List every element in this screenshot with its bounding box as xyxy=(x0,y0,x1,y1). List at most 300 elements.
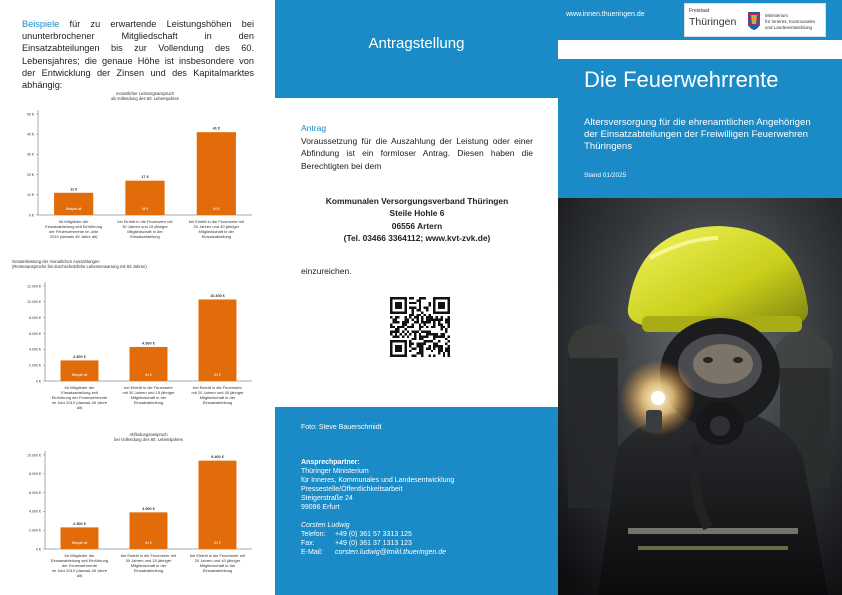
chart2-category-label: Mitgliedschaft in der xyxy=(199,563,236,568)
qr-module xyxy=(421,355,423,357)
qr-module xyxy=(419,338,421,340)
phone-value[interactable]: +49 (0) 361 57 3313 125 xyxy=(335,531,412,539)
qr-module xyxy=(440,350,442,352)
qr-module xyxy=(397,331,399,333)
qr-module xyxy=(448,347,450,349)
contact-phone-row xyxy=(301,531,541,540)
qr-module xyxy=(414,333,416,335)
logo-land: Thüringen xyxy=(689,16,737,28)
qr-module xyxy=(448,352,450,354)
qr-module xyxy=(436,345,438,347)
chart1-inner-label: 64 € xyxy=(214,373,221,377)
qr-module xyxy=(390,323,392,325)
qr-module xyxy=(404,321,406,323)
chart1-ytick-label: 4.000 € xyxy=(29,347,41,352)
qr-module xyxy=(424,307,426,309)
chart2-category-label: im Jahr 2010 (damals 45 Jahre xyxy=(51,568,108,573)
chart1-value-label: 4.300 € xyxy=(142,341,155,346)
qr-module xyxy=(414,355,416,357)
qr-module xyxy=(421,338,423,340)
qr-module xyxy=(416,316,418,318)
qr-module xyxy=(402,331,404,333)
qr-module xyxy=(419,352,421,354)
chart1-category-label: Einsatzabteilung xyxy=(133,400,164,405)
email-link[interactable]: corsten.ludwig@tmikl.thueringen.de xyxy=(335,549,446,557)
qr-module xyxy=(436,333,438,335)
chart1-value-label: 10.300 € xyxy=(210,293,225,298)
qr-module xyxy=(426,340,428,342)
qr-module xyxy=(440,345,442,347)
chart0-category-label: 20 Jahren und 40 jähriger xyxy=(193,224,240,229)
chart0-category-label: Mitgliedschaft in der xyxy=(198,229,235,234)
contact-email-row xyxy=(301,549,541,558)
qr-module xyxy=(416,345,418,347)
qr-module xyxy=(438,321,440,323)
qr-module xyxy=(440,333,442,335)
chart0-ytick-label: 50 € xyxy=(27,112,34,117)
qr-module xyxy=(433,326,435,328)
qr-module xyxy=(421,343,423,345)
qr-module xyxy=(416,299,418,301)
qr-module xyxy=(431,333,433,335)
chart1-bar xyxy=(199,299,237,381)
right-panel xyxy=(558,0,842,595)
chart-lumpsum-svg xyxy=(0,424,275,595)
qr-module xyxy=(397,328,399,330)
qr-module xyxy=(409,307,411,309)
chart0-ytick-label: 0 € xyxy=(29,213,34,218)
chart2-ytick-label: 0 € xyxy=(36,547,41,552)
qr-module xyxy=(409,316,411,318)
qr-module xyxy=(438,350,440,352)
qr-module xyxy=(416,331,418,333)
thueringen-logo xyxy=(684,3,826,37)
qr-module xyxy=(426,326,428,328)
qr-module xyxy=(440,335,442,337)
qr-module xyxy=(421,326,423,328)
qr-module xyxy=(412,307,414,309)
qr-code-icon[interactable] xyxy=(390,297,450,357)
qr-module xyxy=(440,316,442,318)
qr-module xyxy=(407,331,409,333)
qr-module xyxy=(395,319,397,321)
left-panel xyxy=(0,0,275,595)
chart2-ytick-label: 6.000 € xyxy=(29,490,41,495)
qr-module xyxy=(419,345,421,347)
qr-module xyxy=(395,316,397,318)
qr-module xyxy=(433,333,435,335)
qr-module xyxy=(433,347,435,349)
qr-module xyxy=(412,355,414,357)
qr-module xyxy=(390,316,392,318)
qr-module xyxy=(421,331,423,333)
qr-module xyxy=(419,323,421,325)
qr-module xyxy=(419,314,421,316)
qr-module xyxy=(421,347,423,349)
qr-module xyxy=(421,316,423,318)
intro-highlight: Beispiele xyxy=(22,19,60,29)
qr-module xyxy=(412,297,414,299)
antragstellung-header xyxy=(275,0,558,98)
qr-module xyxy=(421,321,423,323)
chart2-category-label: 20 Jahren und 40 jähriger xyxy=(194,558,241,563)
qr-module xyxy=(424,323,426,325)
chart2-category-label: Einsatzabteilung xyxy=(202,568,233,573)
qr-module xyxy=(431,316,433,318)
antrag-text: Voraussetzung für die Auszahlung der Leistung oder einer Abfindung ist ein formloser Antrag. Diesen haben die Berechtigten bei dem xyxy=(301,136,533,171)
chart1-category-label: Einsatzabteilung seit xyxy=(61,390,98,395)
chart2-inner-label: Beispiel alt xyxy=(71,541,88,545)
qr-module xyxy=(436,335,438,337)
qr-module xyxy=(419,343,421,345)
chart2-bar xyxy=(199,461,237,549)
qr-module xyxy=(412,347,414,349)
stand-date: Stand 01/2025 xyxy=(584,172,627,179)
qr-module xyxy=(445,331,447,333)
chart2-category-label: 30 Jahren und 15 jähriger xyxy=(125,558,172,563)
qr-module xyxy=(426,335,428,337)
chart0-bar xyxy=(197,132,236,215)
qr-module xyxy=(412,314,414,316)
qr-module xyxy=(402,323,404,325)
qr-module xyxy=(419,309,421,311)
qr-module xyxy=(395,321,397,323)
qr-module xyxy=(448,319,450,321)
chart1-ytick-label: 2.000 € xyxy=(29,363,41,368)
qr-module xyxy=(412,319,414,321)
chart1-title-line: (Rentenansprüche bis durchschnittliche Lebenserwartung mit 83 Jahren) xyxy=(12,264,147,269)
qr-module xyxy=(443,352,445,354)
chart2-ytick-label: 2.000 € xyxy=(29,528,41,533)
title-block xyxy=(558,59,842,198)
chart2-bar xyxy=(61,527,99,549)
qr-module xyxy=(409,333,411,335)
chart1-ytick-label: 8.000 € xyxy=(29,315,41,320)
chart0-category-label: Mitgliedschaft in der xyxy=(127,229,163,234)
qr-module xyxy=(404,328,406,330)
qr-module xyxy=(426,331,428,333)
chart2-category-label: Einsatzabteilung seit Einführung xyxy=(50,558,109,563)
qr-module xyxy=(426,316,428,318)
chart-monthly xyxy=(0,84,275,252)
qr-module xyxy=(392,319,394,321)
qr-module xyxy=(448,321,450,323)
chart1-ytick-label: 12.000 € xyxy=(27,284,41,289)
qr-module xyxy=(397,335,399,337)
qr-module xyxy=(433,345,435,347)
chart1-title-line: Gesamtleistung der monatlichen Auszahlungen xyxy=(12,259,100,264)
chart0-inner-label: Beispiel alt xyxy=(65,207,82,211)
qr-module xyxy=(440,326,442,328)
qr-module xyxy=(397,316,399,318)
qr-module xyxy=(397,321,399,323)
qr-module xyxy=(428,345,430,347)
qr-module xyxy=(445,343,447,345)
qr-module xyxy=(414,335,416,337)
chart-monthly-svg xyxy=(0,84,275,252)
qr-module xyxy=(428,314,430,316)
contact-fax-row xyxy=(301,540,541,549)
chart1-category-label: im Jahr 2010 (damals 45 Jahre xyxy=(51,400,108,405)
qr-module xyxy=(414,307,416,309)
chart0-category-label: für Mitglieder der xyxy=(58,219,89,224)
qr-module xyxy=(395,331,397,333)
qr-module xyxy=(414,338,416,340)
qr-module xyxy=(402,326,404,328)
chart1-value-label: 2.600 € xyxy=(73,354,86,359)
qr-module xyxy=(412,302,414,304)
qr-module xyxy=(416,352,418,354)
qr-module xyxy=(392,321,394,323)
qr-finder-core xyxy=(395,345,402,352)
chart1-ytick-label: 10.000 € xyxy=(27,300,41,305)
qr-module xyxy=(414,321,416,323)
qr-finder-core xyxy=(438,302,445,309)
qr-module xyxy=(440,328,442,330)
chart2-category-label: der Feuerwehrrente xyxy=(61,563,98,568)
chart2-ytick-label: 10.000 € xyxy=(27,453,41,458)
coat-of-arms-icon xyxy=(747,11,761,31)
chart0-category-label: Einsatzabteilung seit Einführung xyxy=(45,224,103,229)
qr-module xyxy=(448,350,450,352)
qr-module xyxy=(421,297,423,299)
qr-module xyxy=(402,335,404,337)
qr-module xyxy=(419,307,421,309)
address-line-1: Kommunalen Versorgungsverband Thüringen xyxy=(325,196,509,206)
chart-lumpsum xyxy=(0,424,275,595)
logo-ministry-1: Ministerium xyxy=(765,13,789,18)
qr-module xyxy=(428,316,430,318)
qr-module xyxy=(436,316,438,318)
chart0-value-label: 41 € xyxy=(212,126,221,131)
chart0-value-label: 17 € xyxy=(141,175,149,180)
chart0-category-label: 30 Jahren und 15 jähriger xyxy=(122,224,168,229)
qr-module xyxy=(445,347,447,349)
qr-module xyxy=(392,331,394,333)
qr-module xyxy=(390,333,392,335)
contact-street: Steigerstraße 24 xyxy=(301,494,353,502)
qr-module xyxy=(428,302,430,304)
qr-module xyxy=(421,350,423,352)
qr-module xyxy=(433,343,435,345)
qr-module xyxy=(412,331,414,333)
qr-module xyxy=(424,297,426,299)
qr-module xyxy=(448,326,450,328)
contact-city: 99096 Erfurt xyxy=(301,503,340,511)
qr-module xyxy=(445,319,447,321)
qr-module xyxy=(428,319,430,321)
qr-module xyxy=(438,352,440,354)
qr-module xyxy=(412,343,414,345)
qr-module xyxy=(414,302,416,304)
qr-module xyxy=(416,309,418,311)
intro-rest: für zu erwartende Leistungshöhen bei ununterbrochener Mitgliedschaft in den Einsatzabteilungen bis zur Vollendung des 60. Lebensjahres; die genaue Höhe ist insbesondere von der Entwicklung der Zinsen und des Kapitalmarktes abhängig: xyxy=(22,19,254,91)
qr-module xyxy=(397,326,399,328)
qr-module xyxy=(392,326,394,328)
qr-module xyxy=(421,311,423,313)
phone-label: Telefon: xyxy=(301,531,326,539)
qr-module xyxy=(424,343,426,345)
qr-module xyxy=(438,347,440,349)
qr-module xyxy=(428,331,430,333)
qr-module xyxy=(400,333,402,335)
qr-module xyxy=(409,345,411,347)
contact-person: Corsten Ludwig xyxy=(301,522,350,530)
qr-module xyxy=(438,340,440,342)
qr-module xyxy=(407,326,409,328)
qr-module xyxy=(445,338,447,340)
qr-module xyxy=(433,323,435,325)
qr-module xyxy=(428,333,430,335)
contact-heading: Ansprechpartner: xyxy=(301,459,360,466)
qr-module xyxy=(407,321,409,323)
chart1-category-label: Mitgliedschaft in der xyxy=(199,395,236,400)
chart2-value-label: 3.900 € xyxy=(142,506,155,511)
qr-module xyxy=(407,335,409,337)
logo-freistaat: Freistaat xyxy=(689,8,710,14)
intro-text xyxy=(22,18,254,91)
logo-ministry-2: für Inneres, Kommunales xyxy=(765,19,816,24)
chart0-bar xyxy=(54,193,93,215)
qr-module xyxy=(436,343,438,345)
chart-total xyxy=(0,254,275,424)
qr-module xyxy=(448,335,450,337)
qr-module xyxy=(440,319,442,321)
qr-module xyxy=(416,343,418,345)
qr-module xyxy=(390,326,392,328)
qr-module xyxy=(416,319,418,321)
chart1-category-label: mit 20 Jahren und 40 jähriger xyxy=(191,390,244,395)
website-link[interactable]: www.innen.thueringen.de xyxy=(566,11,645,18)
firefighter-photo xyxy=(558,198,842,595)
chart1-inner-label: Beispiel alt xyxy=(71,373,88,377)
chart2-category-label: bei Eintritt in die Feuerwehr mit xyxy=(189,553,246,558)
qr-finder-core xyxy=(395,302,402,309)
qr-module xyxy=(433,355,435,357)
chart2-ytick-label: 8.000 € xyxy=(29,472,41,477)
address-line-2: Steile Hohle 6 xyxy=(389,208,445,219)
qr-module xyxy=(419,304,421,306)
qr-module xyxy=(440,323,442,325)
qr-module xyxy=(438,335,440,337)
chart0-ytick-label: 40 € xyxy=(27,132,34,137)
qr-module xyxy=(419,328,421,330)
qr-module xyxy=(414,347,416,349)
qr-module xyxy=(421,335,423,337)
qr-module xyxy=(404,323,406,325)
qr-module xyxy=(412,326,414,328)
top-bar xyxy=(558,0,842,40)
chart0-title-line: ab Vollendung des 60. Lebensjahres xyxy=(111,96,179,101)
qr-module xyxy=(426,333,428,335)
chart2-title-line: bei Vollendung des 60. Lebensjahres xyxy=(114,437,183,442)
chart1-category-label: bei Eintritt in die Feuerwehr xyxy=(193,385,242,390)
qr-module xyxy=(428,304,430,306)
qr-module xyxy=(438,319,440,321)
antrag-heading: Antrag xyxy=(301,123,327,133)
qr-module xyxy=(424,321,426,323)
chart0-category-label: Einsatzabteilung xyxy=(201,234,232,239)
fax-value: +49 (0) 361 37 1313 123 xyxy=(335,540,412,548)
qr-module xyxy=(419,299,421,301)
antragstellung-title: Antragstellung xyxy=(368,35,465,52)
qr-module xyxy=(390,331,392,333)
chart1-category-label: mit 30 Jahren und 15 jähriger xyxy=(122,390,175,395)
chart0-inner-label: 64 € xyxy=(141,207,149,211)
qr-module xyxy=(419,333,421,335)
qr-module xyxy=(428,347,430,349)
chart2-category-label: Einsatzabteilung xyxy=(133,568,164,573)
qr-module xyxy=(395,335,397,337)
qr-module xyxy=(409,314,411,316)
qr-module xyxy=(424,331,426,333)
qr-module xyxy=(443,335,445,337)
qr-module xyxy=(412,323,414,325)
qr-module xyxy=(412,309,414,311)
qr-module xyxy=(426,347,428,349)
qr-module xyxy=(419,335,421,337)
qr-module xyxy=(433,321,435,323)
qr-module xyxy=(426,307,428,309)
qr-module xyxy=(419,326,421,328)
qr-module xyxy=(407,319,409,321)
chart0-inner-label: 64 € xyxy=(213,207,220,211)
qr-module xyxy=(440,347,442,349)
chart2-value-label: 9.400 € xyxy=(211,455,224,460)
chart0-value-label: 11 € xyxy=(70,187,78,192)
qr-module xyxy=(443,326,445,328)
qr-module xyxy=(438,323,440,325)
chart2-title-line: Abfindungsanspruch xyxy=(129,432,168,437)
chart0-category-label: bei Eintritt in die Feuerwehr mit xyxy=(188,219,244,224)
contact-block xyxy=(301,459,541,558)
qr-module xyxy=(433,319,435,321)
qr-module xyxy=(395,328,397,330)
qr-module xyxy=(431,350,433,352)
contact-section xyxy=(275,407,558,595)
chart1-category-label: für Mitglieder der xyxy=(64,385,95,390)
address-line-3: 06556 Artern xyxy=(391,220,443,231)
subtitle: Altersversorgung für die ehrenamtlichen Angehörigen der Einsatzabteilungen der Freiwilligen Feuerwehren Thüringens xyxy=(584,117,811,153)
qr-module xyxy=(419,302,421,304)
qr-module xyxy=(445,350,447,352)
chart0-category-label: Einsatzabteilung xyxy=(130,234,160,239)
qr-module xyxy=(409,297,411,299)
qr-module xyxy=(419,347,421,349)
qr-module xyxy=(448,340,450,342)
qr-module xyxy=(392,335,394,337)
qr-module xyxy=(448,345,450,347)
chart1-category-label: Einsatzabteilung xyxy=(202,400,233,405)
qr-module xyxy=(409,326,411,328)
qr-module xyxy=(428,340,430,342)
photo-credit: Foto: Steve Bauerschmidt xyxy=(301,424,382,431)
qr-module xyxy=(414,331,416,333)
address-line-4: (Tel. 03466 3364112; www.kvt-zvk.de) xyxy=(343,232,491,243)
qr-module xyxy=(445,321,447,323)
address-block xyxy=(301,195,533,244)
qr-module xyxy=(426,309,428,311)
qr-module xyxy=(433,338,435,340)
chart2-inner-label: 64 € xyxy=(214,541,221,545)
qr-module xyxy=(419,350,421,352)
qr-module xyxy=(416,321,418,323)
chart1-category-label: Einführung der Feuerwehrrente xyxy=(51,395,108,400)
chart1-ytick-label: 6.000 € xyxy=(29,331,41,336)
chart-total-svg xyxy=(0,254,275,424)
chart1-inner-label: 64 € xyxy=(145,373,152,377)
chart0-category-label: bei Eintritt in die Feuerwehr mit xyxy=(117,219,173,224)
